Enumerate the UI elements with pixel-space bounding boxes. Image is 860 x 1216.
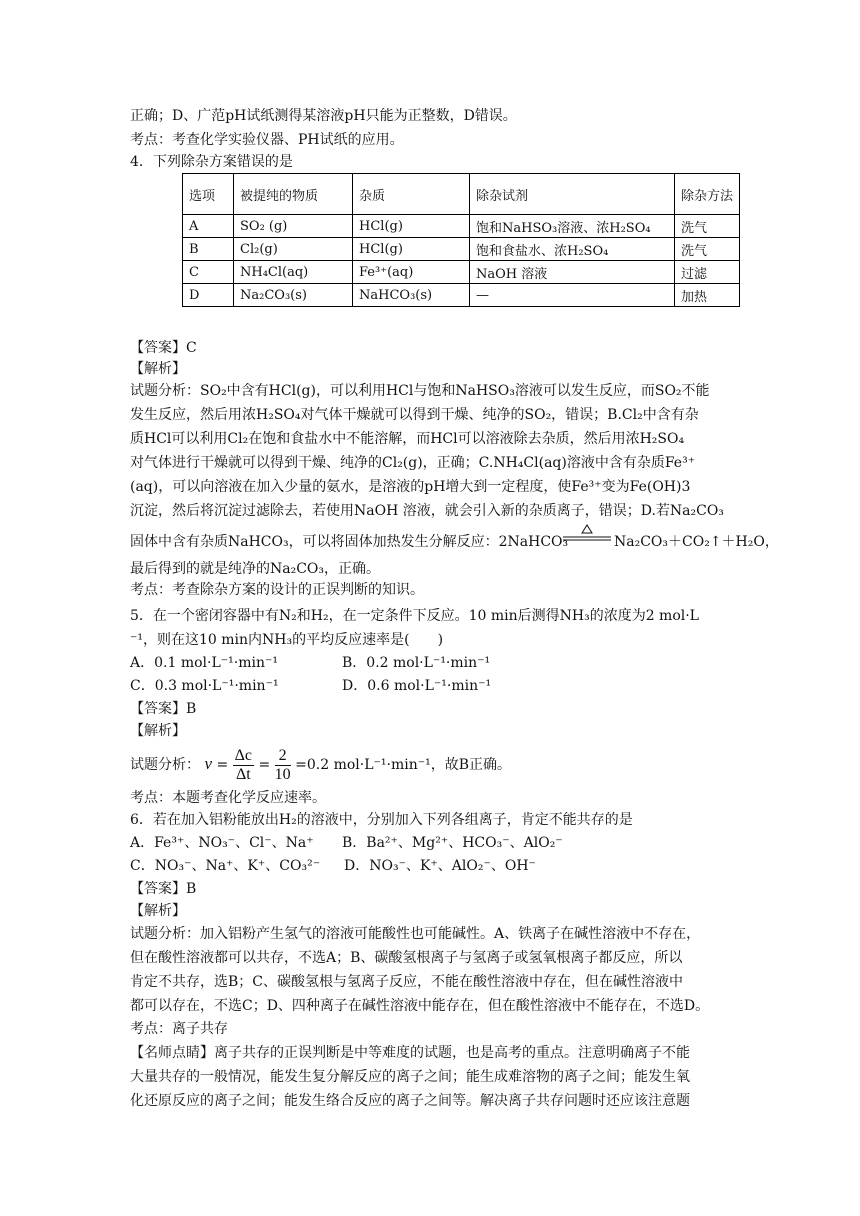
- analysis-label: 【解析】: [130, 361, 186, 377]
- fraction-numerator: 2: [275, 747, 291, 766]
- table-cell: Na₂CO₃(s): [234, 284, 353, 307]
- text-line: 最后得到的就是纯净的Na₂CO₃，正确。: [130, 561, 381, 577]
- fraction-denominator: 10: [274, 765, 291, 783]
- answer-label: 【答案】C: [130, 340, 197, 356]
- answer-label: 【答案】B: [130, 701, 197, 717]
- option-b: B．0.2 mol·L⁻¹·min⁻¹: [342, 655, 491, 671]
- text-line: 试题分析：加入铝粉产生氢气的溶液可能酸性也可能碱性。A、铁离子在碱性溶液中不存在，: [130, 926, 701, 942]
- question-5-cont: ⁻¹，则在这10 min内NH₃的平均反应速率是( ): [130, 632, 444, 648]
- impurity-removal-table: [182, 173, 740, 307]
- table-row: [183, 238, 740, 261]
- question-4: 4．下列除杂方案错误的是: [130, 154, 293, 170]
- table-cell: HCl(g): [353, 215, 470, 238]
- option-c: C．NO₃⁻、Na⁺、K⁺、CO₃²⁻: [130, 858, 321, 874]
- text-line: (aq)，可以向溶液在加入少量的氨水，是溶液的pH增大到一定程度，使Fe³⁺变为Fe(OH)3: [130, 479, 691, 495]
- text-line: 对气体进行干燥就可以得到干燥、纯净的Cl₂(g)，正确；C.NH₄Cl(aq)溶液中含有杂质Fe³⁺: [130, 455, 696, 471]
- fraction-denominator: Δt: [235, 765, 251, 783]
- analysis-label: 【解析】: [130, 723, 186, 739]
- formula-result: =0.2 mol·L⁻¹·min⁻¹，故B正确。: [295, 757, 512, 773]
- text-line: 但在酸性溶液都可以共存，不选A；B、碳酸氢根离子与氢离子或氢氧根离子都反应，所以: [130, 950, 683, 966]
- text-line: 发生反应，然后用浓H₂SO₄对气体干燥就可以得到干燥、纯净的SO₂，错误；B.Cl₂中含有杂: [130, 407, 699, 423]
- table-cell: D: [183, 284, 234, 307]
- table-cell: SO₂ (g): [234, 215, 353, 238]
- table-row: [183, 284, 740, 307]
- rate-formula: [130, 744, 511, 785]
- table-cell: 饱和食盐水、浓H₂SO₄: [470, 238, 675, 261]
- text-line: 化还原反应的离子之间；能发生络合反应的离子之间等。解决离子共存问题时还应该注意题: [130, 1093, 690, 1109]
- option-a: A．0.1 mol·L⁻¹·min⁻¹: [130, 655, 278, 671]
- formula-equals: =: [258, 757, 271, 773]
- header-cell: 除杂方法: [675, 174, 740, 215]
- topic-line: 考点：离子共存: [130, 1021, 228, 1037]
- option-b: B．Ba²⁺、Mg²⁺、HCO₃⁻、AlO₂⁻: [342, 835, 563, 851]
- table-cell: NaHCO₃(s): [353, 284, 470, 307]
- text-line: 【名师点睛】离子共存的正误判断是中等难度的试题，也是高考的重点。注意明确离子不能: [130, 1045, 690, 1061]
- table-row: [183, 261, 740, 284]
- formula-v: v: [204, 754, 212, 773]
- formula-equals: =: [216, 757, 229, 773]
- table-cell: 加热: [675, 284, 740, 307]
- answer-label: 【答案】B: [130, 881, 197, 897]
- formula-prefix: 试题分析：: [130, 757, 200, 773]
- fraction-delta: [233, 747, 254, 784]
- table-row: [183, 215, 740, 238]
- topic-line: 考点：考查化学实验仪器、PH试纸的应用。: [130, 132, 404, 148]
- option-a: A．Fe³⁺、NO₃⁻、Cl⁻、Na⁺: [130, 835, 314, 851]
- heating-arrow-icon: [562, 523, 612, 543]
- table-cell: —: [470, 284, 675, 307]
- question-5: 5．在一个密闭容器中有N₂和H₂，在一定条件下反应。10 min后测得NH₃的浓度为2 mol·L: [130, 608, 699, 624]
- text-line: Na₂CO₃＋CO₂↑＋H₂O，: [614, 534, 779, 550]
- table-cell: NaOH 溶液: [470, 261, 675, 284]
- text-line: 质HCl可以利用Cl₂在饱和食盐水中不能溶解，而HCl可以溶液除去杂质，然后用浓H₂SO₄: [130, 431, 685, 447]
- option-d: D．NO₃⁻、K⁺、AlO₂⁻、OH⁻: [344, 858, 536, 874]
- fraction-numerator: Δc: [234, 746, 253, 764]
- table-cell: C: [183, 261, 234, 284]
- topic-line: 考点：考查除杂方案的设计的正误判断的知识。: [130, 582, 424, 598]
- table-cell: Fe³⁺(aq): [353, 261, 470, 284]
- text-line: 都可以存在，不选C；D、四种离子在碱性溶液中能存在，但在酸性溶液中不能存在，不选D。: [130, 998, 710, 1014]
- header-cell: 被提纯的物质: [234, 174, 353, 215]
- text-line: 大量共存的一般情况，能发生复分解反应的离子之间；能生成难溶物的离子之间；能发生氧: [130, 1069, 690, 1085]
- topic-line: 考点：本题考查化学反应速率。: [130, 790, 326, 806]
- option-d: D．0.6 mol·L⁻¹·min⁻¹: [342, 678, 492, 694]
- table-cell: HCl(g): [353, 238, 470, 261]
- question-6: 6．若在加入铝粉能放出H₂的溶液中，分别加入下列各组离子，肯定不能共存的是: [130, 812, 633, 828]
- table-cell: NH₄Cl(aq): [234, 261, 353, 284]
- fraction-value: [275, 747, 291, 784]
- table-cell: 过滤: [675, 261, 740, 284]
- text-line: 正确；D、广范pH试纸测得某溶液pH只能为正整数，D错误。: [130, 108, 517, 124]
- option-c: C．0.3 mol·L⁻¹·min⁻¹: [130, 678, 279, 694]
- table-cell: Cl₂(g): [234, 238, 353, 261]
- header-cell: 除杂试剂: [470, 174, 675, 215]
- table-cell: 洗气: [675, 238, 740, 261]
- table-cell: B: [183, 238, 234, 261]
- header-cell: 杂质: [353, 174, 470, 215]
- text-line: 固体中含有杂质NaHCO₃，可以将固体加热发生分解反应：2NaHCO₃: [130, 534, 569, 550]
- table-cell: 洗气: [675, 215, 740, 238]
- table-header-row: [183, 174, 740, 215]
- text-line: 肯定不共存，选B；C、碳酸氢根与氢离子反应，不能在酸性溶液中存在，但在碱性溶液中: [130, 974, 683, 990]
- text-line: 试题分析：SO₂中含有HCl(g)，可以利用HCl与饱和NaHSO₃溶液可以发生反应，而SO₂不能: [130, 383, 710, 399]
- header-cell: 选项: [183, 174, 234, 215]
- analysis-label: 【解析】: [130, 903, 186, 919]
- table-cell: A: [183, 215, 234, 238]
- table-cell: 饱和NaHSO₃溶液、浓H₂SO₄: [470, 215, 675, 238]
- text-line: 沉淀，然后将沉淀过滤除去，若使用NaOH 溶液，就会引入新的杂质离子，错误；D.若Na₂CO₃: [130, 503, 724, 519]
